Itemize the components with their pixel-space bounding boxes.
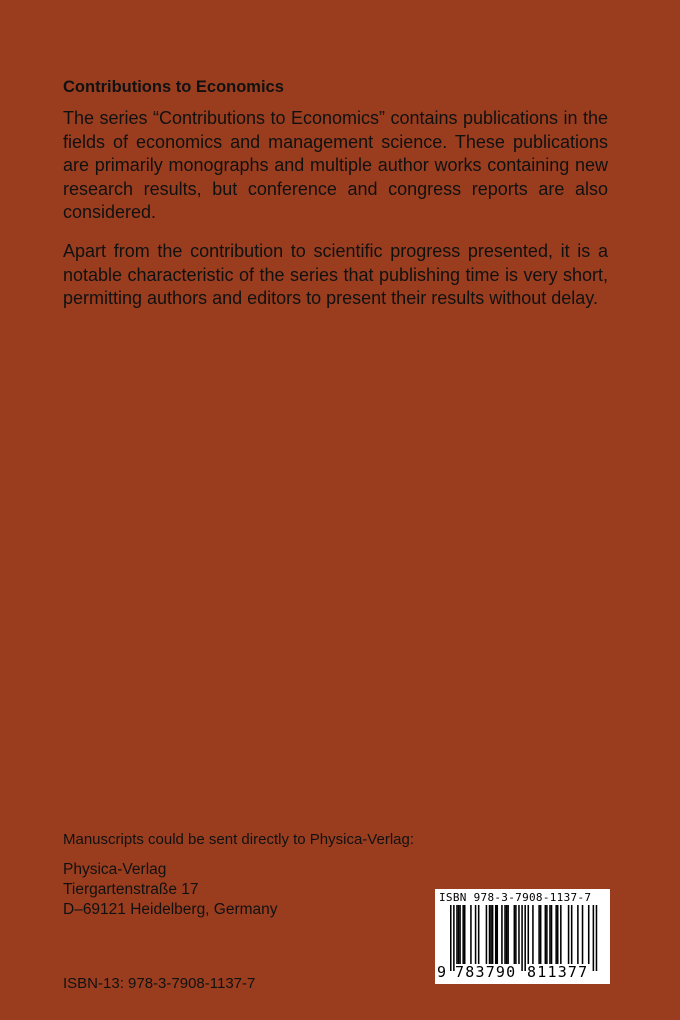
barcode-bar — [458, 905, 460, 964]
barcode-left-digits: 783790 — [455, 963, 517, 981]
barcode-bar — [486, 905, 488, 964]
barcode-bar — [514, 905, 516, 964]
barcode-lead-digit: 9 — [437, 963, 447, 981]
barcode-bar — [538, 905, 540, 964]
barcode-bar — [546, 905, 548, 964]
barcode-bar — [490, 905, 492, 964]
barcode-bar — [528, 905, 530, 964]
address-line-publisher: Physica-Verlag — [63, 861, 167, 878]
barcode-bar — [515, 905, 517, 964]
barcode-bar — [571, 905, 573, 964]
address-line-street: Tiergartenstraße 17 — [63, 881, 199, 898]
barcode-bar — [459, 905, 461, 964]
barcode-bar — [582, 905, 584, 964]
address-line-city: D–69121 Heidelberg, Germany — [63, 901, 278, 918]
barcode-bar — [551, 905, 553, 964]
barcode-guard-bar — [453, 905, 455, 971]
series-characteristic-paragraph: Apart from the contribution to scientific progress presented, it is a notable characteristic of the series that publishing time is very short, permitting authors and editors to present their results without delay. — [63, 241, 608, 308]
barcode-bar — [540, 905, 542, 964]
barcode-bar — [464, 905, 466, 964]
barcode-bar — [501, 905, 503, 964]
barcode-bar — [492, 905, 494, 964]
barcode-bar — [489, 905, 491, 964]
barcode-bar — [504, 905, 506, 964]
barcode-bar — [568, 905, 570, 964]
barcode-guard-bar — [524, 905, 526, 971]
barcode-right-digits: 811377 — [527, 963, 589, 981]
barcode-guard-bar — [596, 905, 598, 971]
barcode-guard-bar — [521, 905, 523, 971]
barcode-bar — [557, 905, 559, 964]
barcode-bar — [507, 905, 509, 964]
barcode-bar — [462, 905, 464, 964]
barcode-bar — [518, 905, 520, 964]
barcode-bar — [549, 905, 551, 964]
barcode-bar — [456, 905, 458, 964]
barcode-bar — [495, 905, 497, 964]
publisher-address — [63, 860, 278, 920]
barcode-bar — [497, 905, 499, 964]
barcode-guard-bar — [450, 905, 452, 971]
isbn-13-text: ISBN-13: 978-3-7908-1137-7 — [63, 975, 256, 992]
barcode-bar — [588, 905, 590, 964]
barcode-bar — [475, 905, 477, 964]
barcode-guard-bar — [593, 905, 595, 971]
isbn-barcode — [435, 889, 610, 984]
barcode-bar — [478, 905, 480, 964]
barcode-bar — [560, 905, 562, 964]
barcode-bar — [545, 905, 547, 964]
series-title: Contributions to Economics — [63, 78, 284, 96]
barcode-bar — [555, 905, 557, 964]
barcode-bar — [470, 905, 472, 964]
barcode-bar — [506, 905, 508, 964]
barcode-bar — [577, 905, 579, 964]
series-description-paragraph: The series “Contributions to Economics” contains publications in the fields of economics and management science. These publications are primarily monographs and multiple author works containing new research results, but conference and congress reports are also considered. — [63, 108, 608, 222]
barcode-bar — [532, 905, 534, 964]
manuscripts-note: Manuscripts could be sent directly to Physica-Verlag: — [63, 831, 414, 848]
barcode-isbn-label: ISBN 978-3-7908-1137-7 — [439, 891, 592, 904]
